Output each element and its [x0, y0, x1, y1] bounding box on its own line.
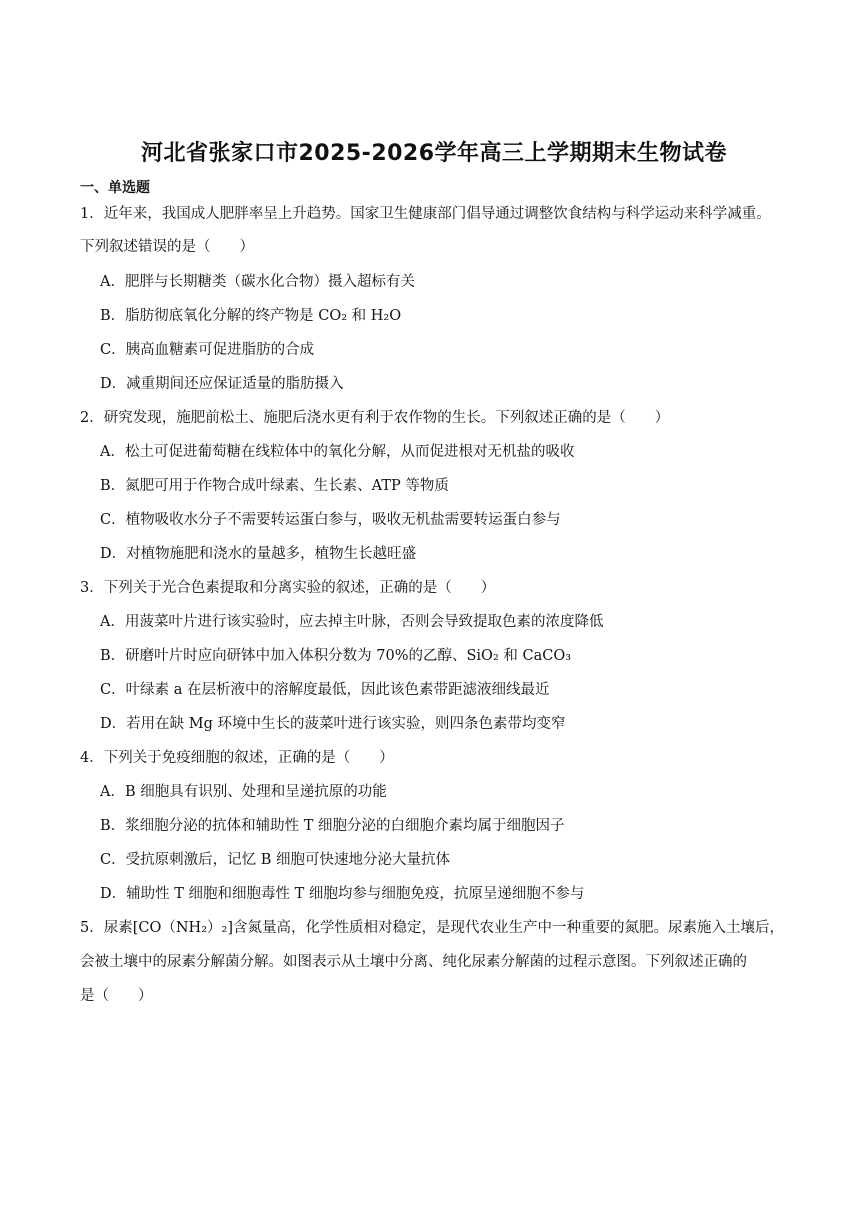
question-4-option-b: B．浆细胞分泌的抗体和辅助性 T 细胞分泌的白细胞介素均属于细胞因子	[100, 818, 565, 834]
question-3-option-d: D．若用在缺 Mg 环境中生长的菠菜叶进行该实验，则四条色素带均变窄	[100, 716, 566, 732]
question-1-option-a: A．肥胖与长期糖类（碳水化合物）摄入超标有关	[100, 274, 415, 290]
question-3-option-c: C．叶绿素 a 在层析液中的溶解度最低，因此该色素带距滤液细线最近	[100, 682, 550, 698]
question-2-stem: 2．研究发现，施肥前松土、施肥后浇水更有利于农作物的生长。下列叙述正确的是（ ）	[80, 410, 670, 426]
question-3-option-a: A．用菠菜叶片进行该实验时，应去掉主叶脉，否则会导致提取色素的浓度降低	[100, 614, 604, 630]
question-4-option-a: A．B 细胞具有识别、处理和呈递抗原的功能	[100, 784, 387, 800]
question-2-option-a: A．松土可促进葡萄糖在线粒体中的氧化分解，从而促进根对无机盐的吸收	[100, 444, 575, 460]
question-4-option-d: D．辅助性 T 细胞和细胞毒性 T 细胞均参与细胞免疫，抗原呈递细胞不参与	[100, 886, 585, 902]
exam-title: 河北省张家口市2025-2026学年高三上学期期末生物试卷	[140, 141, 728, 166]
question-4-stem: 4．下列关于免疫细胞的叙述，正确的是（ ）	[80, 750, 394, 766]
question-3-option-b: B．研磨叶片时应向研钵中加入体积分数为 70%的乙醇、SiO₂ 和 CaCO₃	[100, 648, 572, 664]
question-1-stem-line-2: 下列叙述错误的是（ ）	[80, 239, 254, 255]
question-1-option-b: B．脂肪彻底氧化分解的终产物是 CO₂ 和 H₂O	[100, 308, 402, 324]
question-3-stem: 3．下列关于光合色素提取和分离实验的叙述，正确的是（ ）	[80, 580, 496, 596]
question-5-stem-line-2: 会被土壤中的尿素分解菌分解。如图表示从土壤中分离、纯化尿素分解菌的过程示意图。下列叙述正确的	[80, 954, 747, 970]
question-1-option-c: C．胰高血糖素可促进脂肪的合成	[100, 342, 315, 358]
question-1-option-d: D．减重期间还应保证适量的脂肪摄入	[100, 376, 344, 392]
section-heading: 一、单选题	[80, 180, 150, 196]
question-2-option-b: B．氮肥可用于作物合成叶绿素、生长素、ATP 等物质	[100, 478, 449, 494]
question-2-option-c: C．植物吸收水分子不需要转运蛋白参与，吸收无机盐需要转运蛋白参与	[100, 512, 561, 528]
question-5-stem-line-1: 5．尿素[CO（NH₂）₂]含氮量高，化学性质相对稳定，是现代农业生产中一种重要的氮肥。尿素施入土壤后，	[80, 920, 784, 936]
question-1-stem-line-1: 1．近年来，我国成人肥胖率呈上升趋势。国家卫生健康部门倡导通过调整饮食结构与科学运动来科学减重。	[80, 206, 771, 222]
question-5-stem-line-3: 是（ ）	[80, 988, 153, 1004]
question-4-option-c: C．受抗原刺激后，记忆 B 细胞可快速地分泌大量抗体	[100, 852, 450, 868]
question-2-option-d: D．对植物施肥和浇水的量越多，植物生长越旺盛	[100, 546, 417, 562]
